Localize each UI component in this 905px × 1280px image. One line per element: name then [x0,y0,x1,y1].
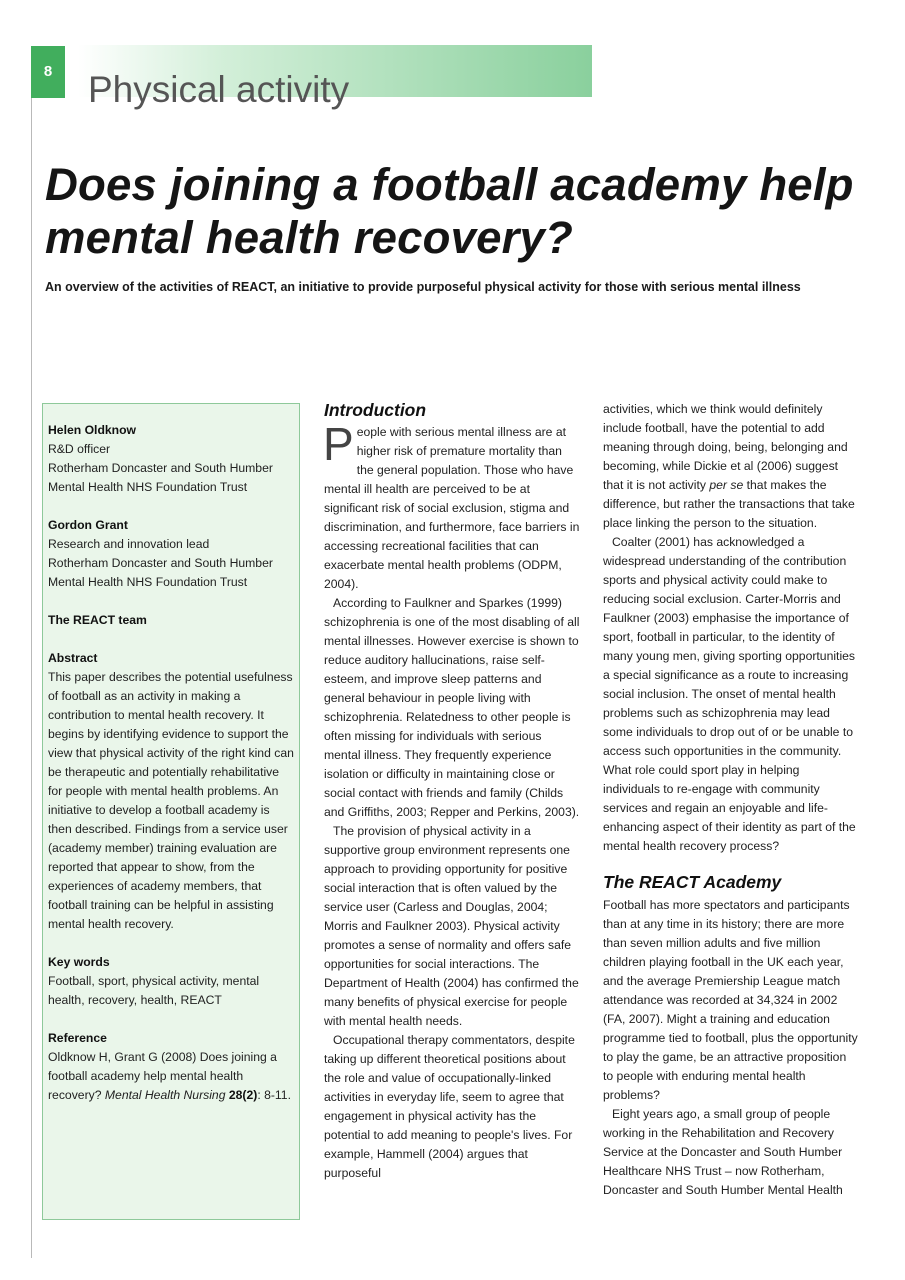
body-paragraph: People with serious mental illness are at higher risk of premature mortality than the general population. Those who have mental ill health are perceived to be at significant risk of social exclusion, stigma and discrimination, and furthermore, face barriers in accessing recreational facilities that can exacerbate mental health problems (ODPM, 2004). [323,418,580,591]
team-name: The REACT team [48,613,147,627]
author-org: Rotherham Doncaster and South Humber [48,556,273,570]
section-title: Physical activity [88,69,350,110]
body-paragraph: Coalter (2001) has acknowledged a widespread understanding of the contribution sports and physical activity could make to reducing social exclusion. Carter-Morris and Faulkner (2003) emphasise the importance of sport, football in particular, to the identity of many young men, giving sporting opportunities a special significance as a route to increasing social inclusion. The onset of mental health problems such as schizophrenia may lead some individuals to drop out of or be unable to access such opportunities in the community. What role could sport play in helping individuals to re-engage with community services and regain an enjoyable and life-enhancing aspect of their identity as part of the mental health recovery process? [603,535,856,853]
reference-pages: : 8-11. [257,1088,291,1102]
body-paragraph: The provision of physical activity in a supportive group environment represents one approach to providing opportunity for positive social interaction that is often valued by the service user (Carless and Douglas, 2004; Morris and Faulkner 2003). Physical activity promotes a sense of normality and offers safe opportunities for social interactions. The Department of Health (2004) has confirmed the many benefits of physical exercise for people with mental health needs. [324,824,579,1028]
body-paragraph: Occupational therapy commentators, despite taking up different theoretical positions about the role and value of occupationally-linked activities in everyday life, seem to agree that engagement in physical activity has the potential to add meaning to people's lives. For example, Hammell (2004) argues that purposeful [324,1033,575,1180]
margin-rule [31,98,32,1258]
author-sidebar [42,403,300,1220]
abstract-block [48,649,294,934]
body-paragraph: Football has more spectators and participants than at any time in its history; there are more than seven million adults and five million children playing football in the UK each year, and the average Premiership League match attendance was recorded at 34,324 in 2002 (FA, 2007). Might a training and education programme tied to football, plus the opportunity to play the game, be an attractive proposition to people with enduring mental health problems? [603,898,858,1102]
abstract-text: This paper describes the potential usefulness of football as an activity in making a contribution to mental health recovery. It begins by identifying evidence to support the view that physical activity of the right kind can be therapeutic and potentially rehabilitative for people with mental health problems. An initiative to develop a football academy is then described. Findings from a service user (academy member) training evaluation are reported that appear to show, from the experiences of academy members, that football training can be helpful in assisting mental health recovery. [48,670,294,931]
team-block [48,611,294,630]
reference-block [48,1029,294,1105]
article-title: Does joining a football academy help mental health recovery? [45,159,854,263]
author-block [48,516,294,592]
body-paragraph: According to Faulkner and Sparkes (1999) schizophrenia is one of the most disabling of all mental illnesses. However exercise is shown to reduce auditory hallucinations, raise self-esteem, and improve sleep patterns and general behaviour in people living with schizophrenia. Relatedness to other people is often missing for individuals with serious mental illness. They frequently experience isolation or difficulty in maintaining close or social contact with friends and family (Childs and Griffiths, 2003; Repper and Perkins, 2003). [324,596,580,819]
keywords-text: Football, sport, physical activity, mental health, recovery, health, REACT [48,974,260,1007]
abstract-heading: Abstract [48,651,98,665]
reference-journal: Mental Health Nursing [104,1088,226,1102]
body-paragraph: activities, which we think would definitely include football, have the potential to add meaning through doing, being, belonging and becoming, while Dickie et al (2006) suggest that it is not activity per se that makes the difference, but rather the transactions that take place linking the person to the situation. [603,402,855,530]
reference-text: Oldknow H, Grant G (2008) Does joining a football academy help mental health recovery? [48,1050,277,1102]
introduction-heading: Introduction [324,400,427,420]
body-paragraph: Eight years ago, a small group of people working in the Rehabilitation and Recovery Service at the Doncaster and South Humber Healthcare NHS Trust – now Rotherham, Doncaster and South Humber Mental Health [603,1107,843,1197]
body-column-2 [603,400,859,1200]
author-name: Helen Oldknow [48,423,137,437]
drop-cap: P [323,418,354,470]
author-org: Rotherham Doncaster and South Humber [48,461,273,475]
page-number: 8 [31,46,65,98]
article-standfirst: An overview of the activities of REACT, an initiative to provide purposeful physical activity for those with serious mental illness [45,280,801,294]
reference-heading: Reference [48,1031,107,1045]
author-name: Gordon Grant [48,518,128,532]
author-role: Research and innovation lead [48,537,210,551]
reference-volume: 28(2) [228,1088,258,1102]
body-column-1 [324,400,580,1183]
keywords-heading: Key words [48,955,110,969]
author-role: R&D officer [48,442,111,456]
author-block [48,421,294,497]
author-org: Mental Health NHS Foundation Trust [48,480,248,494]
react-academy-heading: The REACT Academy [603,872,782,892]
author-org: Mental Health NHS Foundation Trust [48,575,248,589]
emphasis: per se [709,478,744,492]
keywords-block [48,953,294,1010]
